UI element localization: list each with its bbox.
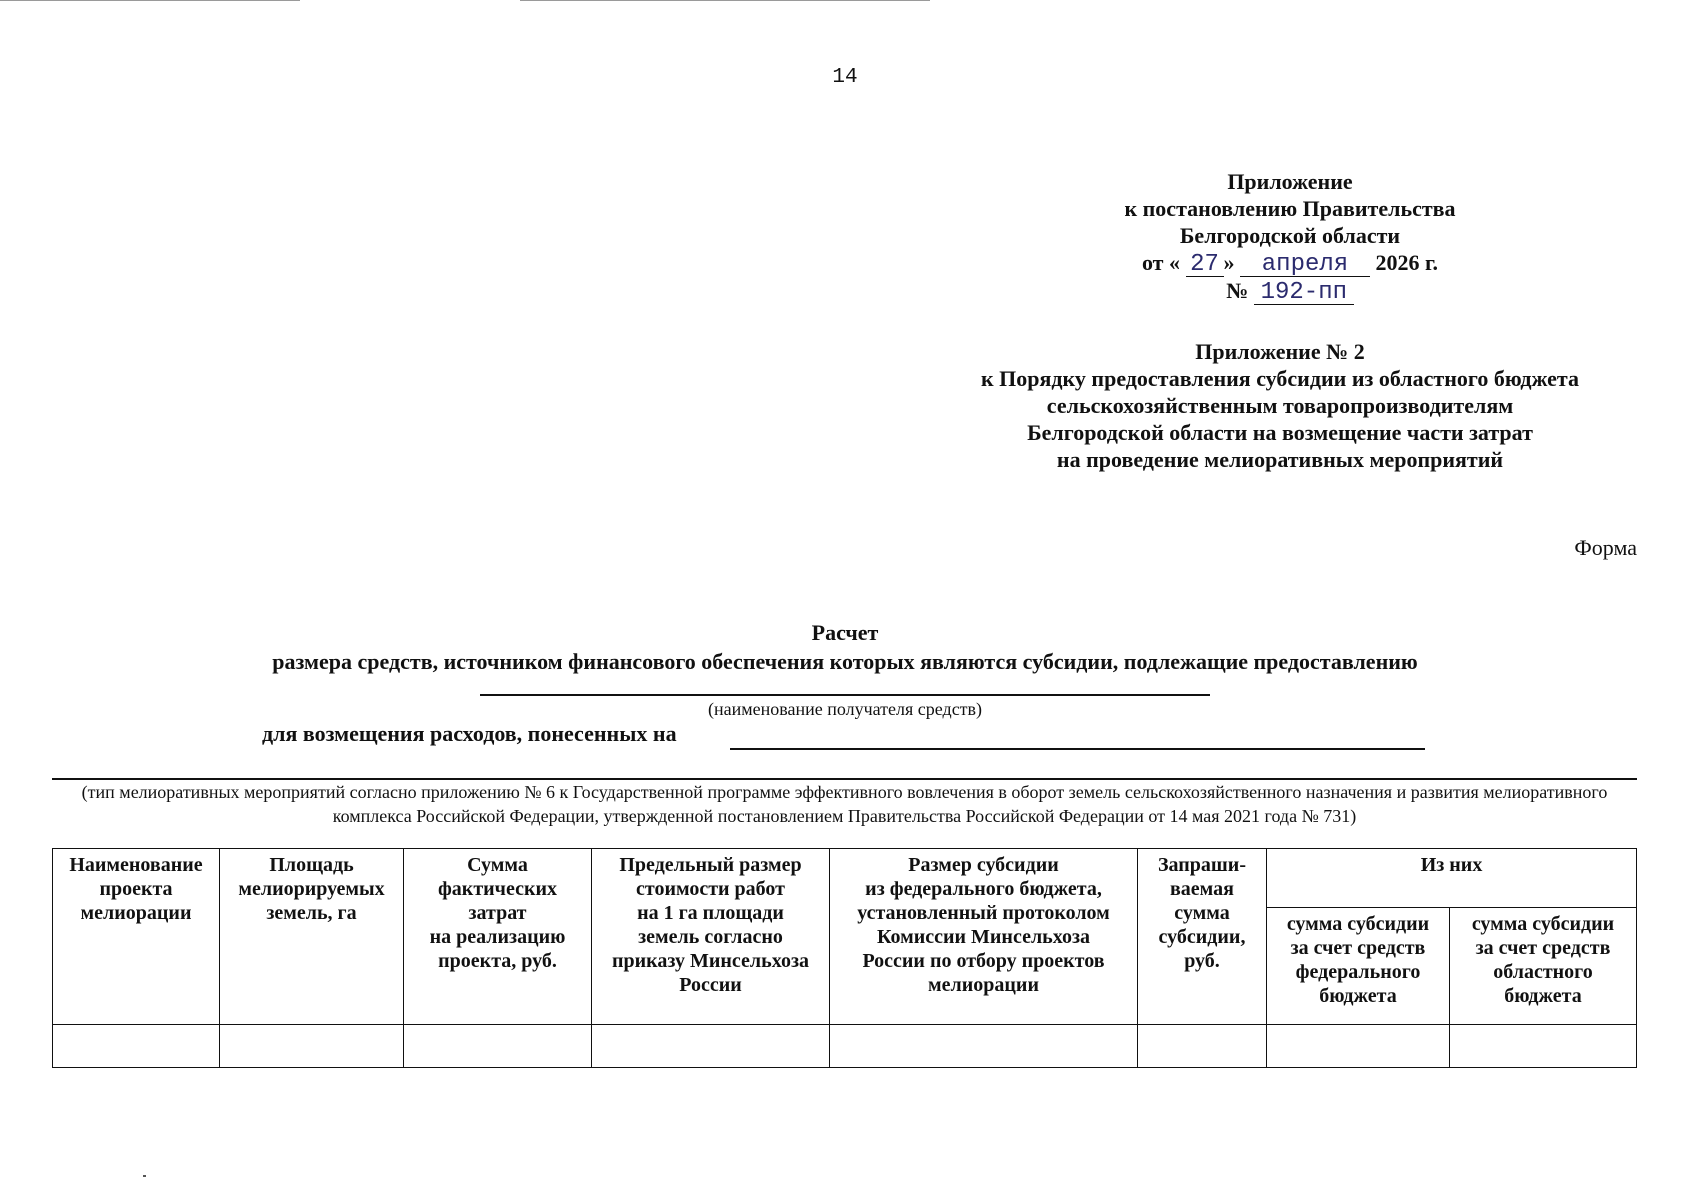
appendix2-line: сельскохозяйственным товаропроизводителям bbox=[1046, 393, 1514, 418]
sub-column-header: сумма субсидии за счет средств федерального бюджета bbox=[1267, 908, 1450, 1025]
table-cell bbox=[1450, 1025, 1637, 1068]
recipient-name-blank bbox=[480, 694, 1210, 696]
table-cell bbox=[220, 1025, 404, 1068]
number-prefix: № bbox=[1226, 278, 1249, 303]
scan-artifact-line bbox=[0, 0, 300, 1]
group-header: Из них bbox=[1267, 849, 1637, 908]
column-header: Запраши- ваемая сумма субсидии, руб. bbox=[1138, 849, 1267, 1025]
calculation-table bbox=[52, 848, 1637, 1068]
appendix-region: Белгородской области bbox=[1179, 223, 1401, 248]
page-number: 14 bbox=[832, 66, 858, 89]
table-header-row bbox=[53, 849, 1637, 908]
table-cell bbox=[1138, 1025, 1267, 1068]
appendix-date-line bbox=[1010, 249, 1570, 277]
appendix2-line: к Порядку предоставления субсидии из областного бюджета bbox=[980, 366, 1580, 391]
appendix-reference: к постановлению Правительства bbox=[1124, 196, 1456, 221]
calculation-title: Расчет bbox=[811, 620, 879, 645]
appendix2-line: Белгородской области на возмещение части затрат bbox=[1027, 420, 1533, 445]
column-header: Площадь мелиорируемых земель, га bbox=[220, 849, 404, 1025]
column-header: Размер субсидии из федерального бюджета, установленный протоколом Комиссии Минсельхоза России по отбору проектов мелиорации bbox=[830, 849, 1138, 1025]
appendix2-title: Приложение № 2 bbox=[1195, 339, 1365, 364]
column-header: Сумма фактических затрат на реализацию проекта, руб. bbox=[404, 849, 592, 1025]
recipient-caption: (наименование получателя средств) bbox=[707, 699, 983, 719]
table-cell bbox=[592, 1025, 830, 1068]
date-month: апреля bbox=[1240, 254, 1370, 277]
reimbursement-label: для возмещения расходов, понесенных на bbox=[262, 721, 677, 746]
form-label: Форма bbox=[1574, 535, 1637, 560]
appendix-number-line bbox=[1010, 277, 1570, 305]
column-header: Предельный размер стоимости работ на 1 га площади земель согласно приказу Минсельхоза России bbox=[592, 849, 830, 1025]
reimbursement-blank bbox=[730, 748, 1425, 750]
date-day-close: » bbox=[1223, 250, 1235, 275]
table-cell bbox=[1267, 1025, 1450, 1068]
appendix2-line: на проведение мелиоративных мероприятий bbox=[1056, 447, 1504, 472]
appendix2-header bbox=[930, 338, 1630, 473]
appendix-title: Приложение bbox=[1227, 169, 1353, 194]
column-header: Наименование проекта мелиорации bbox=[53, 849, 220, 1025]
scan-speck bbox=[143, 1175, 146, 1177]
scan-artifact-line bbox=[520, 0, 930, 1]
table-row bbox=[53, 1025, 1637, 1068]
calculation-heading bbox=[150, 618, 1540, 676]
appendix-header bbox=[1010, 168, 1570, 305]
measure-type-caption: (тип мелиоративных мероприятий согласно приложению № 6 к Государственной программе эффективного вовлечения в оборот земель сельскохозяйственного назначения и развития мелиоративного комплекса Российской Федерации, утвержденной постановлением Правительства Российской Федерации от 14 мая 2021 года № 731) bbox=[81, 782, 1608, 826]
date-day: 27 bbox=[1186, 254, 1224, 277]
sub-column-header: сумма субсидии за счет средств областного бюджета bbox=[1450, 908, 1637, 1025]
table-cell bbox=[404, 1025, 592, 1068]
date-year: 2026 г. bbox=[1375, 250, 1439, 275]
table-cell bbox=[53, 1025, 220, 1068]
date-prefix: от « bbox=[1141, 250, 1180, 275]
document-number: 192-пп bbox=[1254, 282, 1354, 305]
calculation-subtitle: размера средств, источником финансового обеспечения которых являются субсидии, подлежащие предоставлению bbox=[272, 649, 1418, 674]
table-cell bbox=[830, 1025, 1138, 1068]
